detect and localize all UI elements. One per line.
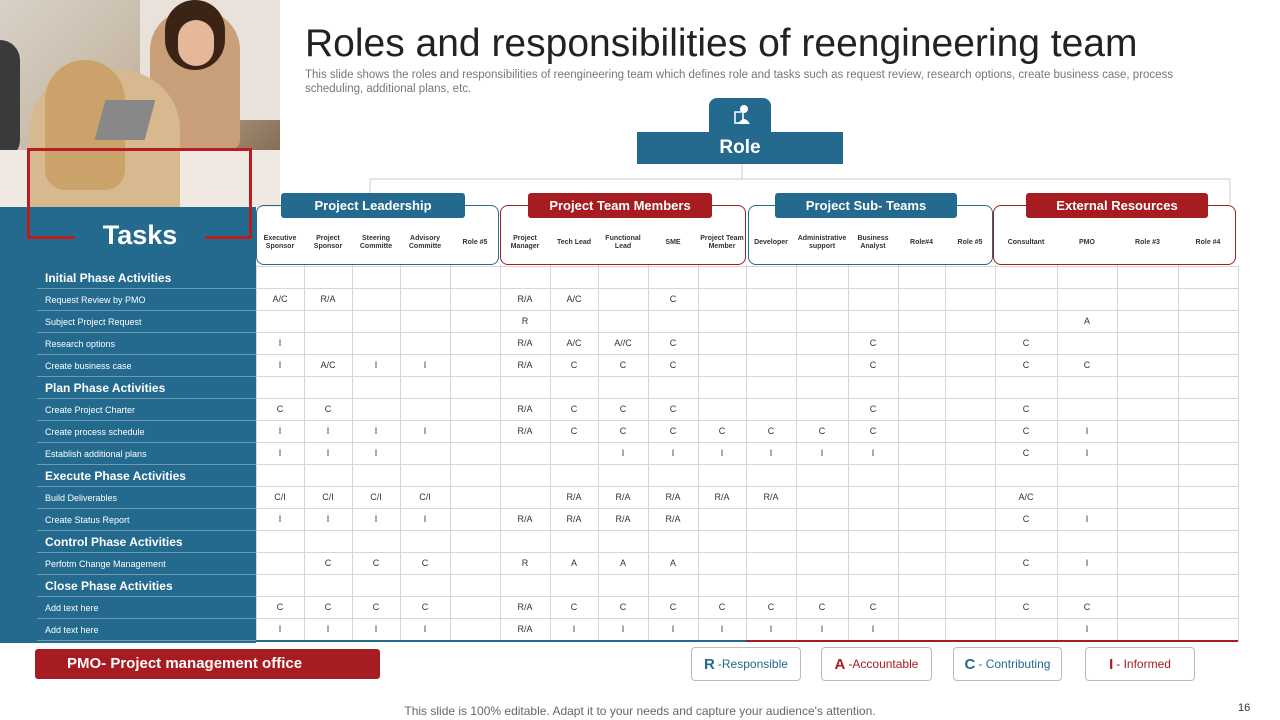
- raci-cell: I: [374, 360, 378, 370]
- phase-heading: Close Phase Activities: [37, 575, 256, 597]
- raci-cell: A/C: [566, 338, 582, 348]
- raci-cell: I: [621, 624, 625, 634]
- column-header: Project Sponsor: [313, 235, 343, 250]
- raci-cell: C: [619, 360, 627, 370]
- column-header: PMO: [1079, 239, 1095, 246]
- page-number: 16: [1238, 702, 1251, 714]
- slide-title: Roles and responsibilities of reengineering team: [305, 22, 1138, 65]
- raci-cell: R/A: [566, 514, 582, 524]
- raci-cell: C: [1022, 602, 1030, 612]
- role-group-label: Project Team Members: [528, 193, 712, 218]
- task-row: Build Deliverables: [37, 487, 256, 509]
- raci-cell: C: [1022, 338, 1030, 348]
- legend-text: -Responsible: [717, 657, 788, 671]
- raci-cell: C: [767, 602, 775, 612]
- raci-cell: I: [278, 448, 282, 458]
- legend-item: [953, 647, 1062, 681]
- raci-cell: C: [869, 404, 877, 414]
- raci-cell: I: [1085, 426, 1089, 436]
- raci-cell: C: [570, 404, 578, 414]
- raci-cell: R: [521, 558, 529, 568]
- raci-cell: I: [374, 426, 378, 436]
- raci-cell: R/A: [665, 492, 681, 502]
- column-header: Role#4: [910, 239, 933, 246]
- raci-cell: C: [767, 426, 775, 436]
- raci-cell: I: [326, 426, 330, 436]
- raci-cell: C: [372, 602, 380, 612]
- raci-cell: R/A: [517, 426, 533, 436]
- task-row: Establish additional plans: [37, 443, 256, 465]
- raci-cell: I: [326, 514, 330, 524]
- pmo-label: PMO- Project management office: [35, 649, 380, 679]
- raci-cell: C: [324, 602, 332, 612]
- legend-letter: C: [964, 655, 976, 673]
- column-header: Functional Lead: [605, 235, 641, 250]
- task-row: Perfotm Change Management: [37, 553, 256, 575]
- raci-cell: I: [374, 448, 378, 458]
- raci-cell: R/A: [615, 514, 631, 524]
- raci-cell: R/A: [517, 294, 533, 304]
- raci-cell: R/A: [517, 338, 533, 348]
- raci-cell: I: [820, 448, 824, 458]
- raci-cell: I: [374, 514, 378, 524]
- raci-cell: I: [720, 448, 724, 458]
- raci-cell: I: [423, 426, 427, 436]
- phase-heading: Control Phase Activities: [37, 531, 256, 553]
- raci-cell: C: [1022, 514, 1030, 524]
- footer-note: This slide is 100% editable. Adapt it to your needs and capture your audience's attention.: [404, 704, 876, 718]
- raci-cell: A: [570, 558, 577, 568]
- raci-cell: I: [1085, 514, 1089, 524]
- raci-cell: C: [869, 426, 877, 436]
- raci-cell: C: [324, 404, 332, 414]
- legend-text: - Contributing: [978, 657, 1051, 671]
- raci-cell: C: [669, 338, 677, 348]
- raci-cell: C: [669, 426, 677, 436]
- raci-cell: I: [871, 624, 875, 634]
- raci-cell: C: [818, 602, 826, 612]
- task-row: Create Status Report: [37, 509, 256, 531]
- raci-cell: R/A: [517, 602, 533, 612]
- task-row: Add text here: [37, 597, 256, 619]
- raci-cell: C: [276, 404, 284, 414]
- raci-cell: I: [278, 624, 282, 634]
- raci-cell: I: [1085, 448, 1089, 458]
- raci-cell: I: [278, 514, 282, 524]
- raci-cell: R/A: [320, 294, 336, 304]
- column-header: Project Team Member: [700, 235, 744, 250]
- raci-cell: A: [669, 558, 676, 568]
- legend-letter: A: [834, 655, 846, 673]
- raci-cell: C: [669, 294, 677, 304]
- raci-cell: I: [671, 624, 675, 634]
- raci-cell: C: [570, 360, 578, 370]
- raci-cell: R/A: [517, 404, 533, 414]
- raci-cell: C: [421, 602, 429, 612]
- column-header: SME: [665, 239, 681, 246]
- raci-cell: I: [671, 448, 675, 458]
- raci-cell: I: [820, 624, 824, 634]
- raci-cell: C: [570, 602, 578, 612]
- column-header: Advisory Committe: [408, 235, 442, 250]
- raci-cell: C: [619, 426, 627, 436]
- slide-subtitle: This slide shows the roles and responsibilities of reengineering team which defines role and tasks such as request review, research options, create business case, process scheduling, additional plans, etc.: [305, 69, 1174, 95]
- raci-cell: I: [572, 624, 576, 634]
- raci-cell: C: [869, 360, 877, 370]
- raci-cell: C: [372, 558, 380, 568]
- raci-cell: I: [423, 514, 427, 524]
- raci-cell: I: [720, 624, 724, 634]
- raci-cell: I: [1085, 624, 1089, 634]
- role-group-label: Project Sub- Teams: [775, 193, 957, 218]
- raci-cell: C/I: [370, 492, 382, 502]
- legend-letter: R: [704, 655, 715, 673]
- raci-cell: C: [1083, 602, 1091, 612]
- raci-cell: A//C: [614, 338, 632, 348]
- legend-text: -Accountable: [848, 657, 919, 671]
- raci-cell: I: [423, 360, 427, 370]
- raci-cell: I: [769, 448, 773, 458]
- tasks-heading: Tasks: [102, 220, 178, 250]
- task-row: Request Review by PMO: [37, 289, 256, 311]
- role-group-label: Project Leadership: [281, 193, 465, 218]
- raci-cell: I: [374, 624, 378, 634]
- raci-cell: C: [1022, 426, 1030, 436]
- legend-item: [691, 647, 801, 681]
- phase-heading: Execute Phase Activities: [37, 465, 256, 487]
- raci-cell: I: [326, 448, 330, 458]
- raci-cell: C: [869, 602, 877, 612]
- raci-cell: R/A: [517, 360, 533, 370]
- raci-cell: I: [621, 448, 625, 458]
- phase-heading: Initial Phase Activities: [37, 267, 256, 289]
- legend-item: [821, 647, 932, 681]
- raci-cell: I: [326, 624, 330, 634]
- column-header: Tech Lead: [556, 239, 592, 246]
- legend-text: - Informed: [1116, 657, 1171, 671]
- task-row: Research options: [37, 333, 256, 355]
- raci-cell: C/I: [274, 492, 286, 502]
- column-header: Role #3: [1135, 239, 1160, 246]
- raci-cell: C: [1022, 404, 1030, 414]
- raci-cell: C: [669, 602, 677, 612]
- role-header: Role: [637, 132, 843, 164]
- column-header: Executive Sponsor: [263, 235, 297, 250]
- raci-cell: A: [619, 558, 626, 568]
- raci-cell: A/C: [566, 294, 582, 304]
- raci-cell: R/A: [615, 492, 631, 502]
- raci-cell: A/C: [1018, 492, 1034, 502]
- raci-cell: C: [669, 404, 677, 414]
- column-header: Business Analyst: [857, 235, 889, 250]
- raci-cell: C: [421, 558, 429, 568]
- raci-cell: C: [669, 360, 677, 370]
- task-row: Subject Project Request: [37, 311, 256, 333]
- raci-cell: A/C: [320, 360, 336, 370]
- raci-cell: I: [278, 360, 282, 370]
- raci-cell: A: [1083, 316, 1090, 326]
- raci-cell: C: [570, 426, 578, 436]
- raci-cell: R/A: [517, 514, 533, 524]
- raci-cell: C/I: [419, 492, 431, 502]
- role-person-icon: [709, 98, 771, 136]
- legend-letter: I: [1109, 655, 1114, 673]
- task-row: Create process schedule: [37, 421, 256, 443]
- raci-cell: R/A: [566, 492, 582, 502]
- task-row: Create business case: [37, 355, 256, 377]
- raci-cell: C: [718, 602, 726, 612]
- raci-cell: C: [718, 426, 726, 436]
- raci-cell: R/A: [665, 514, 681, 524]
- raci-cell: I: [871, 448, 875, 458]
- raci-cell: I: [769, 624, 773, 634]
- raci-cell: C: [1022, 448, 1030, 458]
- task-row: Create Project Charter: [37, 399, 256, 421]
- column-header: Administrative support: [797, 235, 847, 250]
- column-header: Developer: [754, 239, 788, 246]
- raci-cell: C: [1022, 558, 1030, 568]
- raci-cell: C: [1083, 360, 1091, 370]
- raci-cell: I: [278, 338, 282, 348]
- raci-cell: C: [324, 558, 332, 568]
- raci-cell: I: [423, 624, 427, 634]
- raci-cell: C: [619, 602, 627, 612]
- raci-cell: A/C: [272, 294, 288, 304]
- raci-cell: R/A: [714, 492, 730, 502]
- task-row: Add text here: [37, 619, 256, 641]
- column-header: Role #5: [957, 239, 983, 246]
- column-header: Role #4: [1195, 239, 1221, 246]
- raci-cell: R/A: [517, 624, 533, 634]
- column-header: Role #5: [462, 239, 488, 246]
- phase-heading: Plan Phase Activities: [37, 377, 256, 399]
- raci-cell: C: [1022, 360, 1030, 370]
- raci-cell: R/A: [763, 492, 779, 502]
- raci-cell: C: [818, 426, 826, 436]
- role-group-label: External Resources: [1026, 193, 1208, 218]
- column-header: Steering Committe: [359, 235, 393, 250]
- column-header: Project Manager: [510, 235, 540, 250]
- raci-cell: C/I: [322, 492, 334, 502]
- legend-item: [1085, 647, 1195, 681]
- raci-cell: C: [276, 602, 284, 612]
- raci-cell: C: [869, 338, 877, 348]
- raci-cell: I: [1085, 558, 1089, 568]
- column-header: Consultant: [1007, 239, 1045, 246]
- raci-cell: R: [521, 316, 529, 326]
- raci-cell: C: [619, 404, 627, 414]
- role-icon-tab: [709, 98, 771, 136]
- raci-cell: I: [278, 426, 282, 436]
